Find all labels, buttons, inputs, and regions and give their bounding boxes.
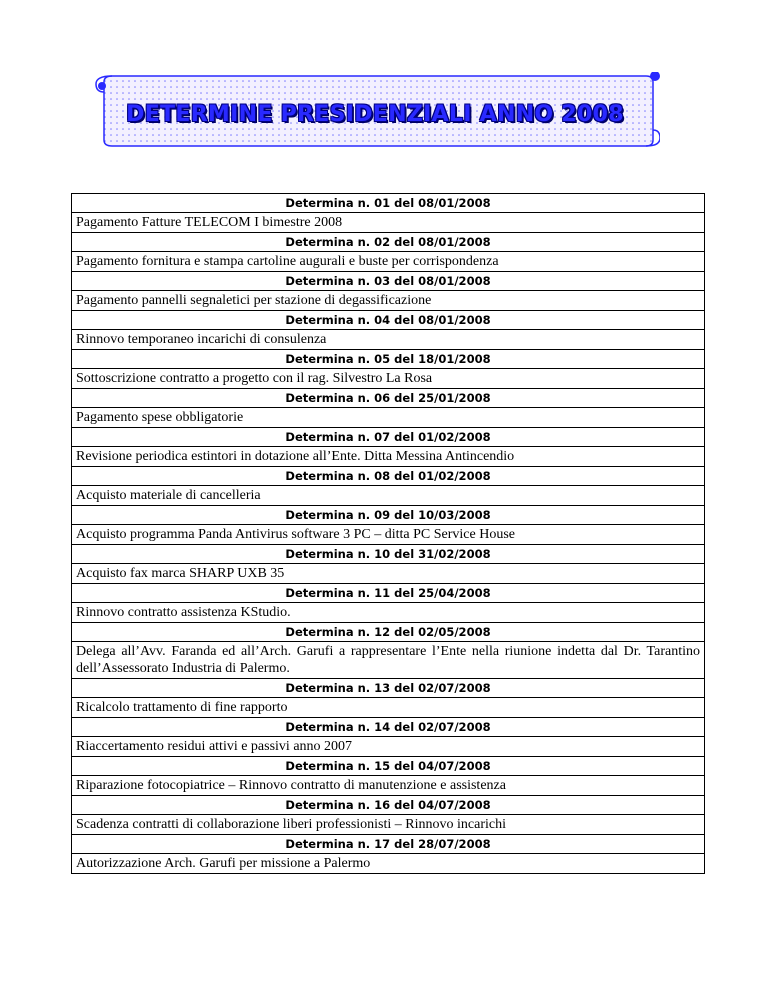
- determina-description-row: [72, 525, 705, 545]
- determina-description: Rinnovo temporaneo incarichi di consulenza: [72, 330, 705, 350]
- determina-header: Determina n. 06 del 25/01/2008: [72, 389, 705, 408]
- page-title: DETERMINE PRESIDENZIALI ANNO 2008: [126, 102, 624, 127]
- determina-header: Determina n. 12 del 02/05/2008: [72, 623, 705, 642]
- determina-header: Determina n. 13 del 02/07/2008: [72, 679, 705, 698]
- determina-description: Riparazione fotocopiatrice – Rinnovo contratto di manutenzione e assistenza: [72, 776, 705, 796]
- determina-header-row: [72, 389, 705, 408]
- determina-header: Determina n. 02 del 08/01/2008: [72, 233, 705, 252]
- determina-description: Pagamento pannelli segnaletici per stazione di degassificazione: [72, 291, 705, 311]
- determina-description: Revisione periodica estintori in dotazione all’Ente. Ditta Messina Antincendio: [72, 447, 705, 467]
- determina-description: Autorizzazione Arch. Garufi per missione a Palermo: [72, 854, 705, 874]
- determina-description-row: [72, 408, 705, 428]
- determina-description-row: [72, 737, 705, 757]
- determina-description-row: [72, 776, 705, 796]
- determina-header: Determina n. 07 del 01/02/2008: [72, 428, 705, 447]
- determina-description-row: [72, 291, 705, 311]
- determina-header-row: [72, 272, 705, 291]
- determina-header-row: [72, 679, 705, 698]
- determina-header: Determina n. 14 del 02/07/2008: [72, 718, 705, 737]
- determina-header-row: [72, 467, 705, 486]
- determina-description: Scadenza contratti di collaborazione liberi professionisti – Rinnovo incarichi: [72, 815, 705, 835]
- determina-description-row: [72, 698, 705, 718]
- determina-header-row: [72, 796, 705, 815]
- determina-header: Determina n. 01 del 08/01/2008: [72, 194, 705, 213]
- determina-header-row: [72, 311, 705, 330]
- determina-header: Determina n. 05 del 18/01/2008: [72, 350, 705, 369]
- determina-description-row: [72, 447, 705, 467]
- determina-description-row: [72, 369, 705, 389]
- determina-header-row: [72, 623, 705, 642]
- determina-header: Determina n. 15 del 04/07/2008: [72, 757, 705, 776]
- determina-header-row: [72, 757, 705, 776]
- determina-description-row: [72, 252, 705, 272]
- determina-description-row: [72, 854, 705, 874]
- determina-header-row: [72, 718, 705, 737]
- determina-description: Rinnovo contratto assistenza KStudio.: [72, 603, 705, 623]
- determina-description: Sottoscrizione contratto a progetto con il rag. Silvestro La Rosa: [72, 369, 705, 389]
- determina-description-row: [72, 815, 705, 835]
- determine-table: [71, 193, 705, 874]
- determina-description: Ricalcolo trattamento di fine rapporto: [72, 698, 705, 718]
- determina-header-row: [72, 835, 705, 854]
- determina-description: Pagamento spese obbligatorie: [72, 408, 705, 428]
- determina-description: Pagamento fornitura e stampa cartoline augurali e buste per corrispondenza: [72, 252, 705, 272]
- determina-header-row: [72, 506, 705, 525]
- determina-header: Determina n. 11 del 25/04/2008: [72, 584, 705, 603]
- title-banner: [90, 72, 660, 152]
- determina-description-row: [72, 603, 705, 623]
- determina-header: Determina n. 08 del 01/02/2008: [72, 467, 705, 486]
- determina-header-row: [72, 350, 705, 369]
- determina-description: Riaccertamento residui attivi e passivi anno 2007: [72, 737, 705, 757]
- determina-header: Determina n. 16 del 04/07/2008: [72, 796, 705, 815]
- determina-header-row: [72, 545, 705, 564]
- determina-description-row: [72, 564, 705, 584]
- determina-header: Determina n. 17 del 28/07/2008: [72, 835, 705, 854]
- determina-description-row: [72, 642, 705, 679]
- determina-header: Determina n. 09 del 10/03/2008: [72, 506, 705, 525]
- determina-header: Determina n. 10 del 31/02/2008: [72, 545, 705, 564]
- determina-header-row: [72, 194, 705, 213]
- determina-header-row: [72, 233, 705, 252]
- determina-description: Acquisto materiale di cancelleria: [72, 486, 705, 506]
- determina-description: Pagamento Fatture TELECOM I bimestre 2008: [72, 213, 705, 233]
- determina-description: Acquisto programma Panda Antivirus software 3 PC – ditta PC Service House: [72, 525, 705, 545]
- determina-description: Acquisto fax marca SHARP UXB 35: [72, 564, 705, 584]
- determina-header: Determina n. 04 del 08/01/2008: [72, 311, 705, 330]
- determina-description-row: [72, 330, 705, 350]
- determina-header-row: [72, 584, 705, 603]
- determina-description: Delega all’Avv. Faranda ed all’Arch. Garufi a rappresentare l’Ente nella riunione indetta dal Dr. Tarantino dell’Assessorato Industria di Palermo.: [72, 642, 705, 679]
- determina-header-row: [72, 428, 705, 447]
- determina-description-row: [72, 486, 705, 506]
- determina-header: Determina n. 03 del 08/01/2008: [72, 272, 705, 291]
- determina-description-row: [72, 213, 705, 233]
